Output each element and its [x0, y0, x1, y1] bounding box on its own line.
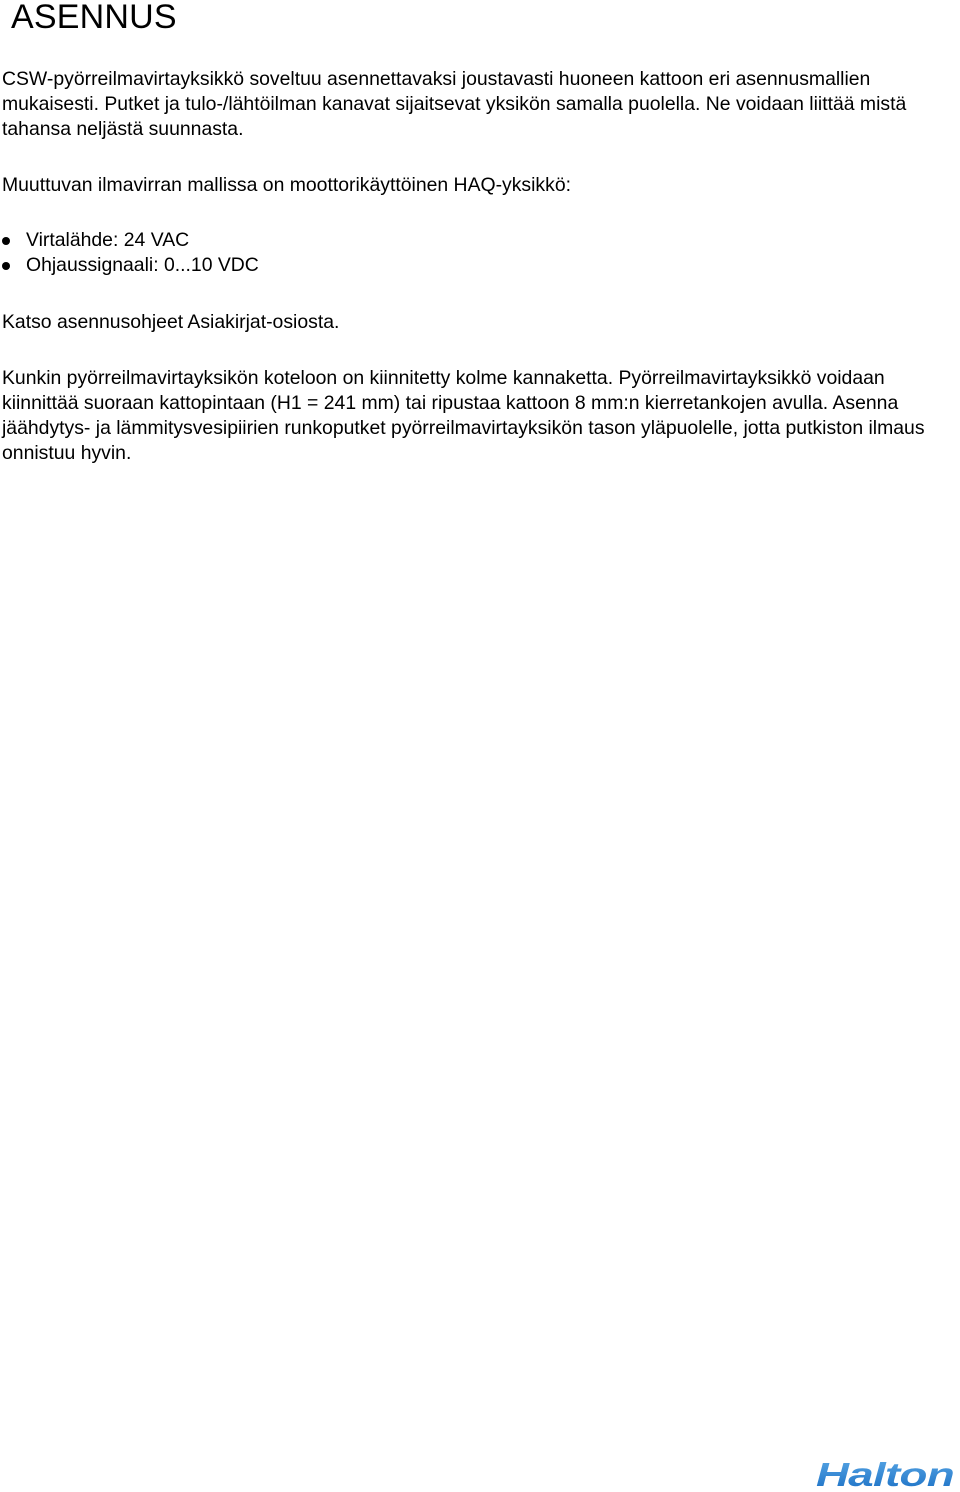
mounting-paragraph: Kunkin pyörreilmavirtayksikön koteloon on kiinnitetty kolme kannaketta. Pyörreilmavirtayksikkö voidaan kiinnittää suoraan kattopintaan (H1 = 241 mm) tai ripustaa kattoon 8 mm:n kierretankojen avulla. Asenna jäähdytys- ja lämmitysvesipiirien runkoputket pyörreilmavirtayksikön tason yläpuolelle, jotta putkiston ilmaus onnistuu hyvin.: [2, 367, 925, 464]
specification-list: [0, 228, 259, 278]
bullet-icon: [2, 237, 10, 245]
halton-logo: [814, 1456, 956, 1492]
svg-text:Halton: Halton: [816, 1456, 954, 1492]
intro-paragraph: CSW-pyörreilmavirtayksikkö soveltuu asennettavaksi joustavasti huoneen kattoon eri asennusmallien mukaisesti. Putket ja tulo-/lähtöilman kanavat sijaitsevat yksikön samalla puolella. Ne voidaan liittää mistä tahansa neljästä suunnasta.: [2, 68, 907, 140]
variable-flow-paragraph: Muuttuvan ilmavirran mallissa on moottorikäyttöinen HAQ-yksikkö:: [2, 174, 571, 196]
list-item-label: Virtalähde: 24 VAC: [26, 229, 190, 251]
bullet-icon: [2, 262, 10, 270]
list-item-label: Ohjaussignaali: 0...10 VDC: [26, 254, 259, 276]
reference-paragraph: Katso asennusohjeet Asiakirjat-osiosta.: [2, 311, 340, 333]
list-item: [0, 253, 259, 278]
page-title: ASENNUS: [11, 0, 177, 36]
list-item: [0, 228, 259, 253]
